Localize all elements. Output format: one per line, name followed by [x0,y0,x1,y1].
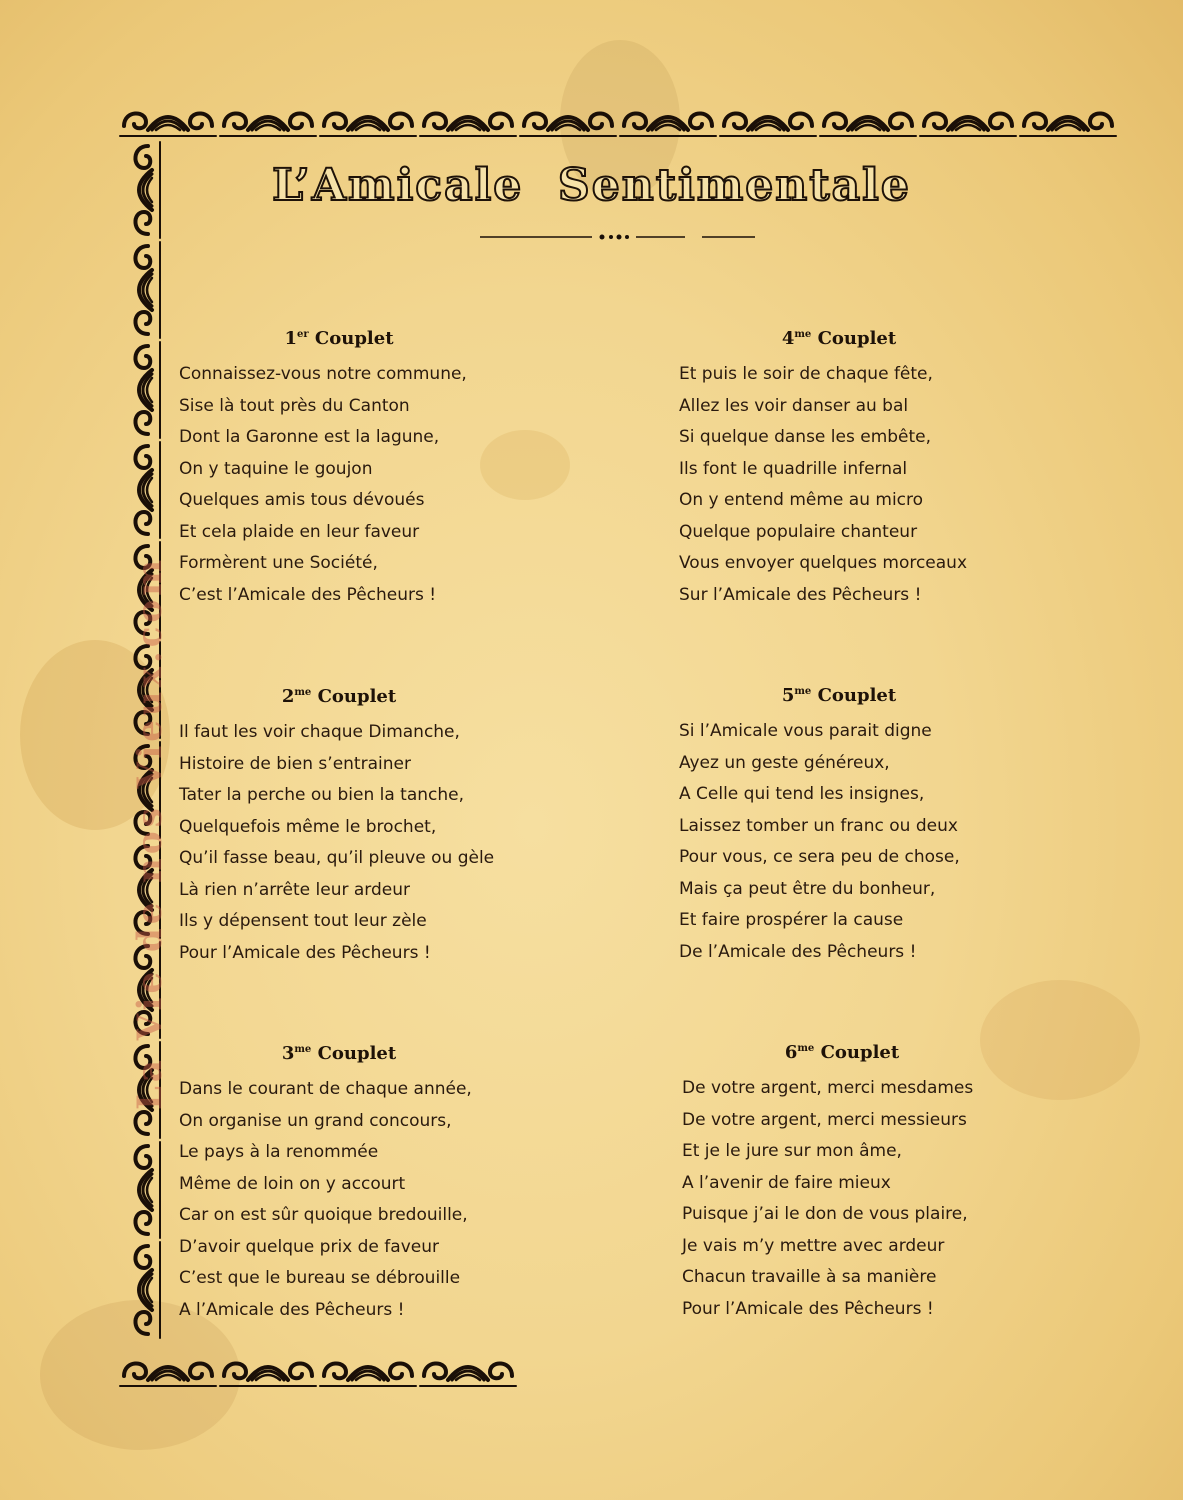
watermark: La Vie de nos Vieux.com [130,555,170,1110]
verse-line: Allez les voir danser au bal [679,395,909,416]
verse-line: Histoire de bien s’entrainer [179,753,411,774]
verse-line: Quelquefois même le brochet, [179,816,437,837]
couplet-5 [679,680,999,968]
couplet-heading [679,680,999,704]
verse-line: Tater la perche ou bien la tanche, [179,785,465,805]
verse-line: A l’Amicale des Pêcheurs ! [179,1299,405,1320]
couplet-number: 6 [784,1042,798,1063]
couplet-number: 2 [281,686,295,707]
verse-line: Là rien n’arrête leur ardeur [179,879,411,900]
couplet-label: Couplet [317,686,397,707]
title-rule-ornament [480,230,755,244]
verse-line: De l’Amicale des Pêcheurs ! [679,941,917,962]
verse-line: Ayez un geste généreux, [679,752,890,773]
couplet-4 [679,323,999,611]
verse-line: Ils font le quadrille infernal [679,458,908,479]
couplet-heading [179,681,499,705]
couplet-label: Couplet [817,328,897,349]
couplet-1 [179,323,499,611]
couplet-heading [682,1037,1002,1061]
verse-line: Car on est sûr quoique bredouille, [179,1205,468,1225]
couplet-heading [179,1038,499,1062]
verse-line: Chacun travaille à sa manière [682,1267,937,1287]
verse-line: C’est que le bureau se débrouille [179,1268,461,1288]
couplet-label: Couplet [820,1042,900,1063]
verse-line: Le pays à la renommée [179,1142,379,1162]
couplet-suffix: me [797,1043,815,1054]
verse-line: Si l’Amicale vous parait digne [679,721,932,741]
verse-line: Laissez tomber un franc ou deux [679,815,958,836]
verse-line: Mais ça peut être du bonheur, [679,878,936,899]
couplet-heading [179,323,499,347]
verse-line: Sur l’Amicale des Pêcheurs ! [679,584,922,605]
verse-line: Je vais m’y mettre avec ardeur [682,1235,945,1256]
ornament-border-bottom [118,1346,528,1392]
verse-line: Ils y dépensent tout leur zèle [179,911,427,931]
verse-line: D’avoir quelque prix de faveur [179,1236,439,1257]
verse-line: On organise un grand concours, [179,1110,452,1131]
couplet-suffix: me [794,686,812,697]
couplet-label: Couplet [317,1043,397,1064]
verse-line: Et puis le soir de chaque fête, [679,364,933,384]
verse-line: Il faut les voir chaque Dimanche, [179,722,460,742]
couplet-suffix: me [794,329,812,340]
verse-line: Sise là tout près du Canton [179,395,410,416]
couplet-suffix: er [297,329,309,340]
verse-line: Si quelque danse les embête, [679,427,932,447]
verse-line: Dont la Garonne est la lagune, [179,427,440,447]
verse-line: A Celle qui tend les insignes, [679,784,925,804]
verse-line: On y taquine le goujon [179,458,373,479]
couplet-heading [679,323,999,347]
verse-line: De votre argent, merci messieurs [682,1109,967,1130]
verse-line: Pour l’Amicale des Pêcheurs ! [682,1298,934,1319]
couplet-3 [179,1038,499,1326]
verse-line: Et je le jure sur mon âme, [682,1141,902,1161]
page-title: L’Amicale Sentimentale [272,160,911,211]
verse-line: Et faire prospérer la cause [679,910,904,930]
verse-line: Connaissez-vous notre commune, [179,364,467,384]
couplet-2 [179,681,499,969]
couplet-label: Couplet [314,328,394,349]
verse-line: A l’avenir de faire mieux [682,1172,891,1193]
verse-line: Quelque populaire chanteur [679,521,918,542]
verse-line: Et cela plaide en leur faveur [179,521,420,542]
couplet-6 [682,1037,1002,1325]
ornament-border-top [118,96,1123,142]
verse-line: Pour l’Amicale des Pêcheurs ! [179,942,431,963]
couplet-number: 5 [781,685,795,706]
verse-line: On y entend même au micro [679,490,924,510]
verse-line: Vous envoyer quelques morceaux [679,553,968,573]
verse-line: De votre argent, merci mesdames [682,1078,974,1098]
verse-line: Qu’il fasse beau, qu’il pleuve ou gèle [179,848,495,868]
couplet-number: 4 [781,328,795,349]
paper-stain [980,980,1140,1100]
verse-line: Dans le courant de chaque année, [179,1079,472,1099]
verse-line: Pour vous, ce sera peu de chose, [679,847,960,867]
couplet-number: 1 [284,328,297,349]
couplet-suffix: me [294,687,312,698]
verse-line: Même de loin on y accourt [179,1173,406,1194]
verse-line: Puisque j’ai le don de vous plaire, [682,1204,968,1224]
couplet-label: Couplet [817,685,897,706]
verse-line: Quelques amis tous dévoués [179,490,425,510]
verse-line: Formèrent une Société, [179,553,378,573]
verse-line: C’est l’Amicale des Pêcheurs ! [179,584,437,605]
couplet-number: 3 [281,1043,295,1064]
couplet-suffix: me [294,1044,312,1055]
